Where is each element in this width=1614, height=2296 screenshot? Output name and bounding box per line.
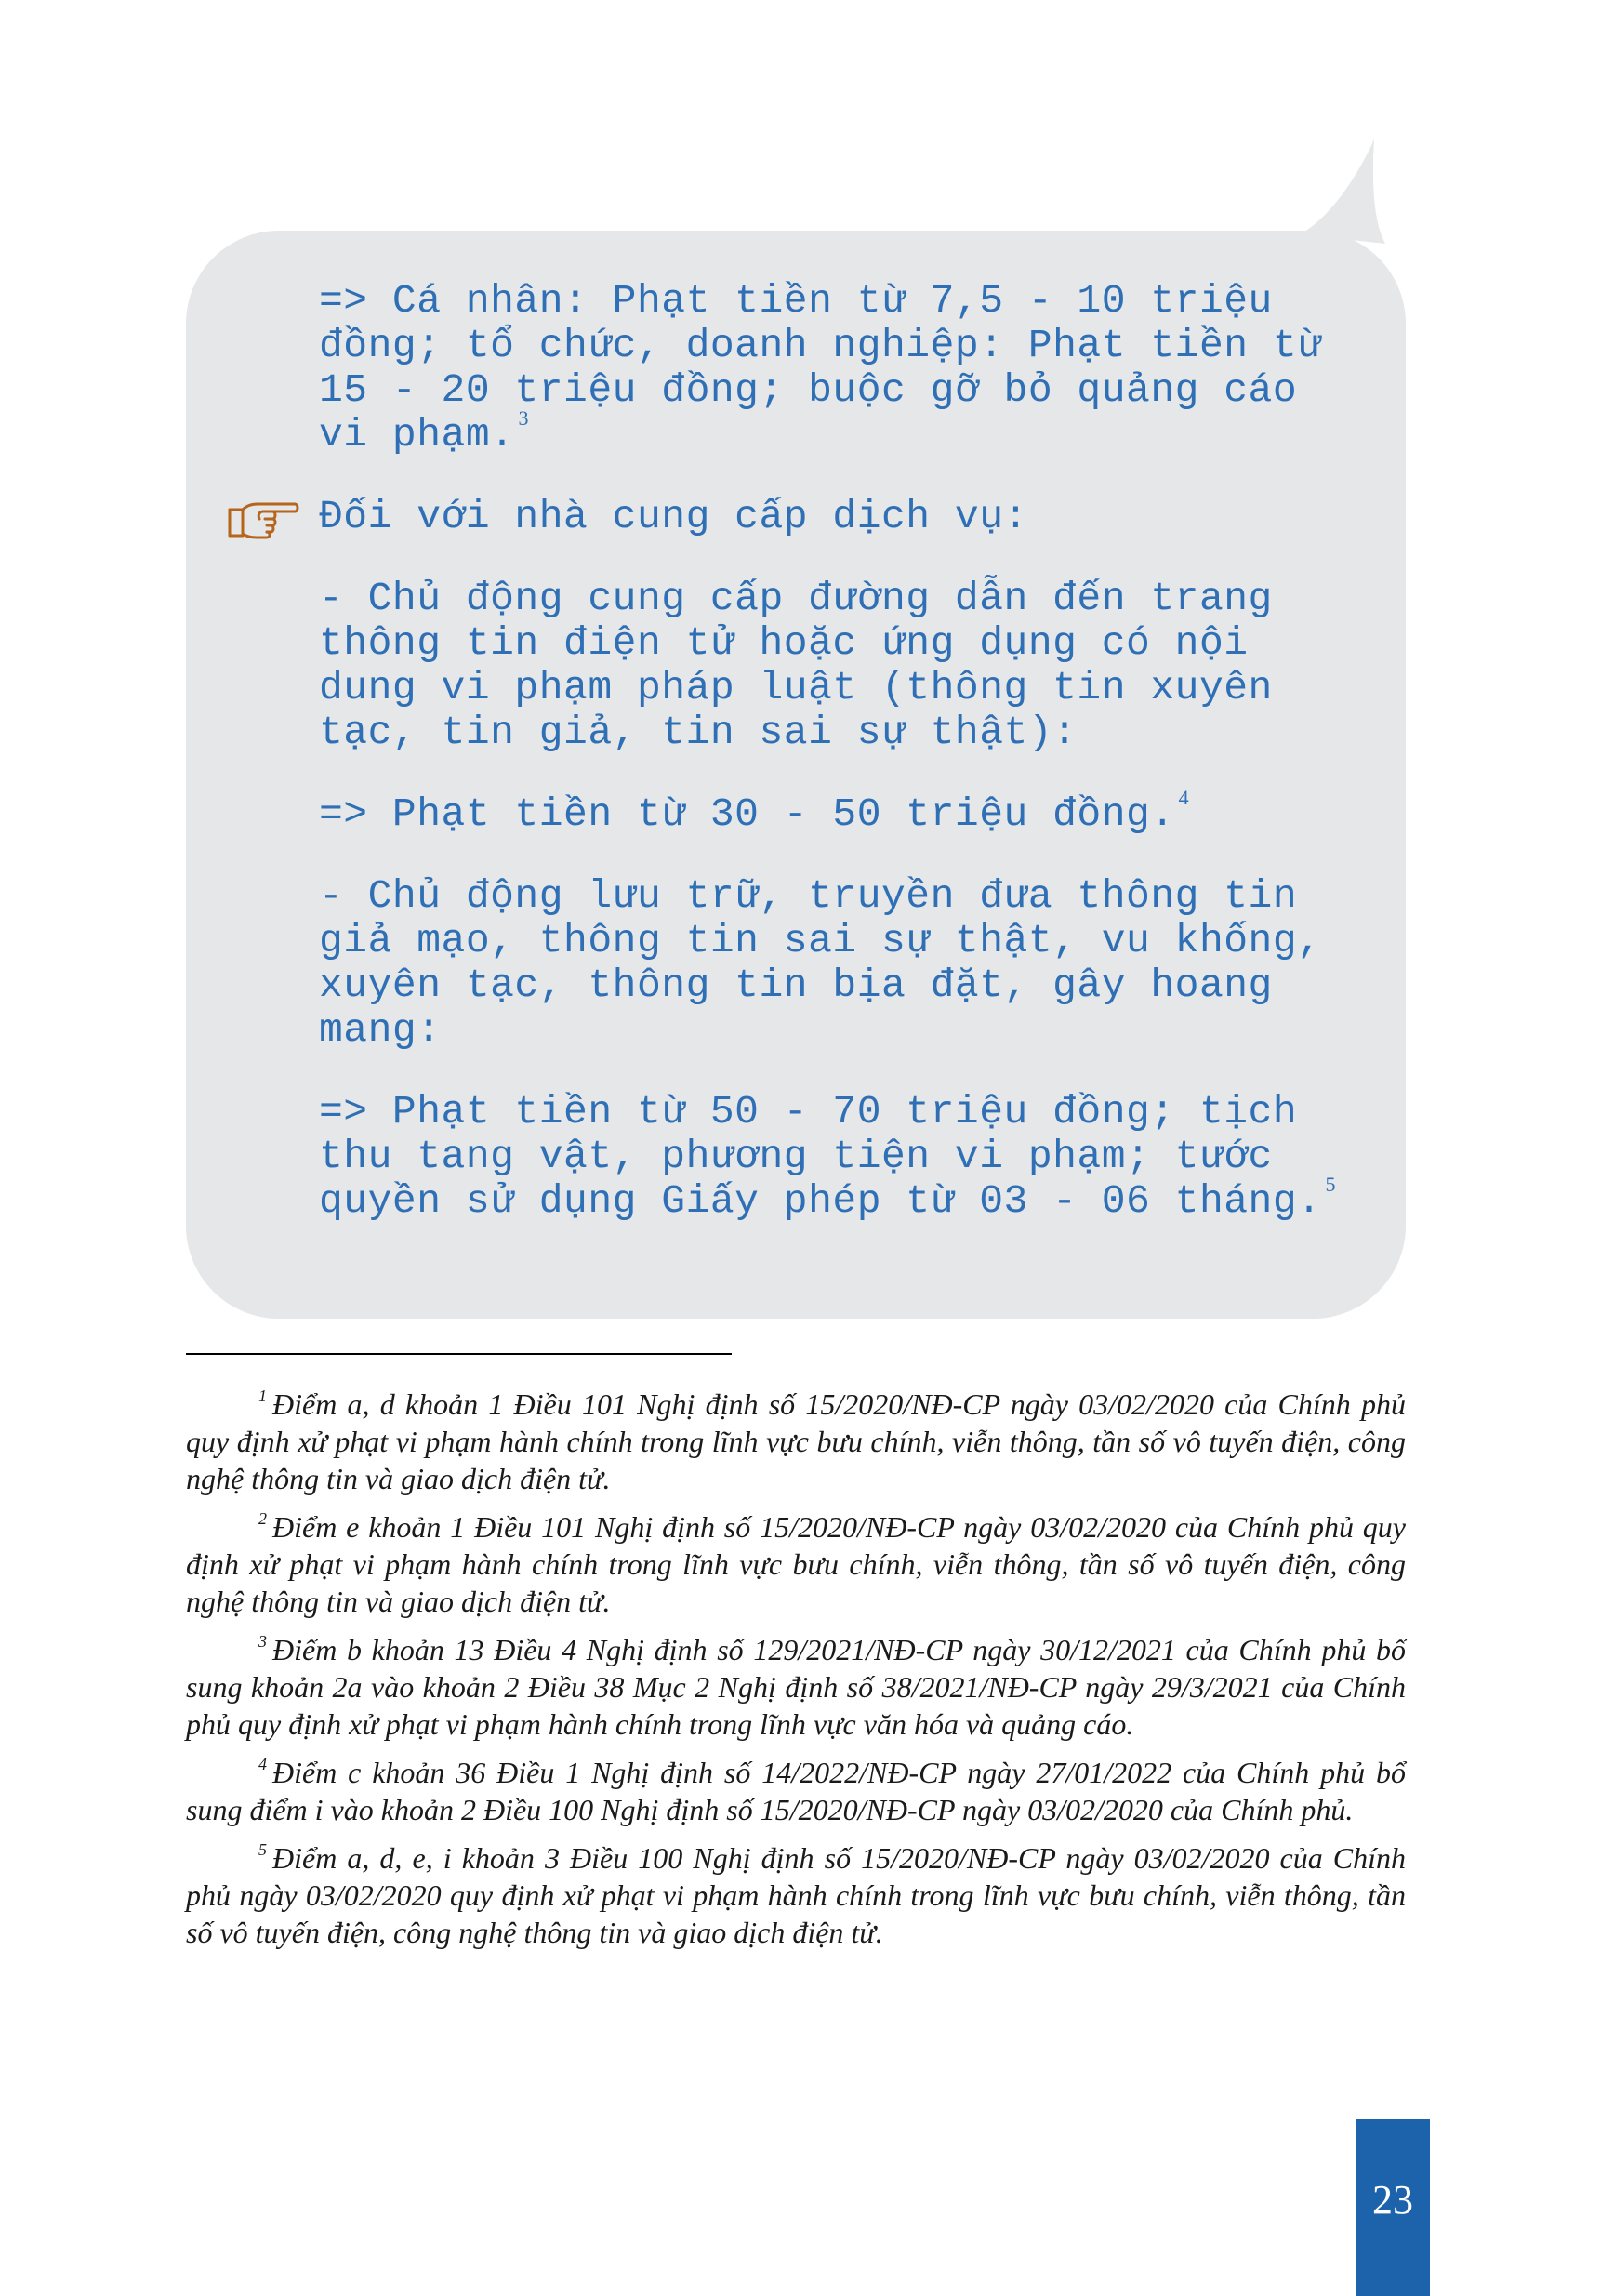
footnote-ref-3: 3 <box>518 406 529 430</box>
violation-links-paragraph: - Chủ động cung cấp đường dẫn đến trang thông tin điện tử hoặc ứng dụng có nội dung vi phạm pháp luật (thông tin xuyên tạc, tin giả, tin sai sự thật): <box>319 576 1273 755</box>
footnote-4: $^4$ Điểm c khoản 36 Điều 1 Nghị định số 14/2022/NĐ-CP ngày 27/01/2022 của Chính phủ bổ sung điểm i vào khoản 2 Điều 100 Nghị định số 15/2020/NĐ-CP ngày 03/02/2020 của Chính phủ. <box>186 1755 1406 1826</box>
footnote-2: $^2$ Điểm e khoản 1 Điều 101 Nghị định số 15/2020/NĐ-CP ngày 03/02/2020 của Chính phủ quy định xử phạt vi phạm hành chính trong lĩnh vực bưu chính, viễn thông, tần số vô tuyến điện, công nghệ thông tin và giao dịch điện tử. <box>186 1509 1406 1618</box>
footnote-ref-5: 5 <box>1325 1173 1336 1196</box>
footnote-5: $^5$ Điểm a, d, e, i khoản 3 Điều 100 Nghị định số 15/2020/NĐ-CP ngày 03/02/2020 của Chính phủ ngày 03/02/2020 quy định xử phạt vi phạm hành chính trong lĩnh vực bưu chính, viễn thông, tần số vô tuyến điện, công nghệ thông tin và giao dịch điện tử. <box>186 1840 1406 1949</box>
footnotes <box>186 1386 1406 1962</box>
page-number: 23 <box>1372 2177 1413 2223</box>
penalty-links-paragraph: => Phạt tiền từ 30 - 50 triệu đồng. $^4$ <box>319 786 1190 837</box>
penalty-individual-paragraph: => Cá nhân: Phạt tiền từ 7,5 - 10 triệu đồng; tổ chức, doanh nghiệp: Phạt tiền từ 15 - 20 triệu đồng; buộc gỡ bỏ quảng cáo vi phạm. $^3$ <box>319 278 1322 458</box>
violation-storage-paragraph: - Chủ động lưu trữ, truyền đưa thông tin giả mạo, thông tin sai sự thật, vu khống, xuyên tạc, thông tin bịa đặt, gây hoang mang: <box>319 873 1322 1053</box>
footnote-3: $^3$ Điểm b khoản 13 Điều 4 Nghị định số 129/2021/NĐ-CP ngày 30/12/2021 của Chính phủ bổ sung khoản 2a vào khoản 2 Điều 38 Mục 2 Nghị định số 38/2021/NĐ-CP ngày 29/3/2021 của Chính phủ quy định xử phạt vi phạm hành chính trong lĩnh vực văn hóa và quảng cáo. <box>186 1632 1406 1741</box>
footnote-ref-4: 4 <box>1178 786 1190 809</box>
footnote-divider <box>186 1353 732 1355</box>
service-provider-heading: Đối với nhà cung cấp dịch vụ: <box>319 494 1028 539</box>
footnote-1: $^1$ Điểm a, d khoản 1 Điều 101 Nghị định số 15/2020/NĐ-CP ngày 03/02/2020 của Chính phủ quy định xử phạt vi phạm hành chính trong lĩnh vực bưu chính, viễn thông, tần số vô tuyến điện, công nghệ thông tin và giao dịch điện tử. <box>186 1387 1406 1495</box>
pointing-hand-icon <box>226 497 300 543</box>
penalty-storage-paragraph: => Phạt tiền từ 50 - 70 triệu đồng; tịch thu tang vật, phương tiện vi phạm; tước quyền sử dụng Giấy phép từ 03 - 06 tháng. $^5$ <box>319 1089 1336 1224</box>
bubble-content <box>319 279 1369 1224</box>
